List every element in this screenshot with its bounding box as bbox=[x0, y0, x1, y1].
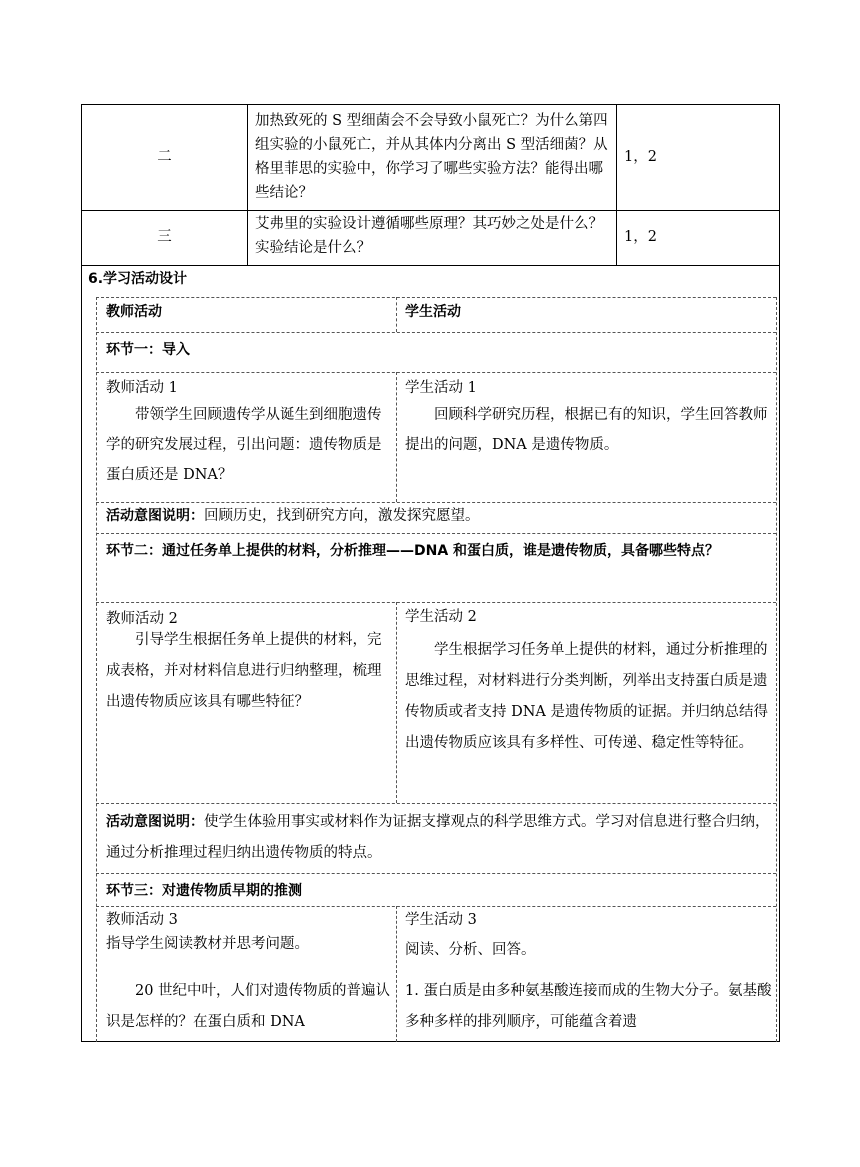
stage3-teacher-text: 20 世纪中叶，人们对遗传物质的普遍认识是怎样的？在蛋白质和 DNA bbox=[106, 983, 391, 1030]
row-value-3: 1，2 bbox=[624, 229, 657, 245]
section-title: 6.学习活动设计 bbox=[88, 271, 188, 287]
stage1-student-text: 回顾科学研究历程，根据已有的知识，学生回答教师提出的问题，DNA 是遗传物质。 bbox=[405, 407, 768, 453]
stage2-teacher-text: 引导学生根据任务单上提供的材料，完成表格，并对材料信息进行归纳整理，梳理出遗传物质应该具有哪些特征？ bbox=[106, 632, 382, 710]
stage3-teacher-label: 教师活动 3 bbox=[106, 912, 178, 928]
stage1-intent-text: 回顾历史，找到研究方向，激发探究愿望。 bbox=[204, 508, 480, 524]
row-label-3: 三 bbox=[157, 229, 172, 245]
header-student: 学生活动 bbox=[405, 304, 461, 320]
row-value-2: 1，2 bbox=[624, 149, 657, 165]
stage3-teacher-line1: 指导学生阅读教材并思考问题。 bbox=[106, 936, 309, 952]
stage2-intent-label: 活动意图说明： bbox=[106, 814, 204, 830]
stage1-intent bbox=[106, 504, 774, 528]
stage1-intent-label: 活动意图说明： bbox=[106, 508, 204, 524]
stage2-student-label: 学生活动 2 bbox=[405, 609, 477, 625]
stage2-intent bbox=[106, 807, 774, 869]
row-question-3: 艾弗里的实验设计遵循哪些原理？其巧妙之处是什么？实验结论是什么？ bbox=[255, 216, 603, 256]
row-question-2: 加热致死的 S 型细菌会不会导致小鼠死亡？为什么第四组实验的小鼠死亡，并从其体内分离出 S 型活细菌？从格里菲思的实验中，你学习了哪些实验方法？能得出哪些结论？ bbox=[255, 113, 608, 201]
stage2-teacher-label: 教师活动 2 bbox=[106, 611, 178, 627]
stage2-student-text: 学生根据学习任务单上提供的材料，通过分析推理的思维过程，对材料进行分类判断，列举出支持蛋白质是遗传物质或者支持 DNA 是遗传物质的证据。并归纳总结得出遗传物质应该具有多样性、可传递、稳定性等特征。 bbox=[405, 642, 769, 751]
stage1-student-label: 学生活动 1 bbox=[405, 380, 477, 396]
stage1-teacher-label: 教师活动 1 bbox=[106, 380, 178, 396]
stage2-intent-text: 使学生体验用事实或材料作为证据支撑观点的科学思维方式。学习对信息进行整合归纳，通过分析推理过程归纳出遗传物质的特点。 bbox=[106, 814, 770, 861]
stage3-student-label: 学生活动 3 bbox=[405, 912, 477, 928]
stage2-title: 环节二：通过任务单上提供的材料，分析推理——DNA 和蛋白质，谁是遗传物质，具备哪些特点？ bbox=[106, 543, 720, 559]
row-label-2: 二 bbox=[157, 149, 172, 165]
header-teacher: 教师活动 bbox=[106, 304, 162, 320]
stage1-teacher-text: 带领学生回顾遗传学从诞生到细胞遗传学的研究发展过程，引出问题：遗传物质是蛋白质还是 DNA？ bbox=[106, 407, 382, 483]
stage3-student-text: 1. 蛋白质是由多种氨基酸连接而成的生物大分子。氨基酸多种多样的排列顺序，可能蕴含着遗 bbox=[405, 983, 772, 1030]
stage3-title: 环节三：对遗传物质早期的推测 bbox=[106, 883, 302, 899]
stage3-student-line1: 阅读、分析、回答。 bbox=[405, 942, 536, 958]
stage1-title: 环节一：导入 bbox=[106, 342, 190, 358]
